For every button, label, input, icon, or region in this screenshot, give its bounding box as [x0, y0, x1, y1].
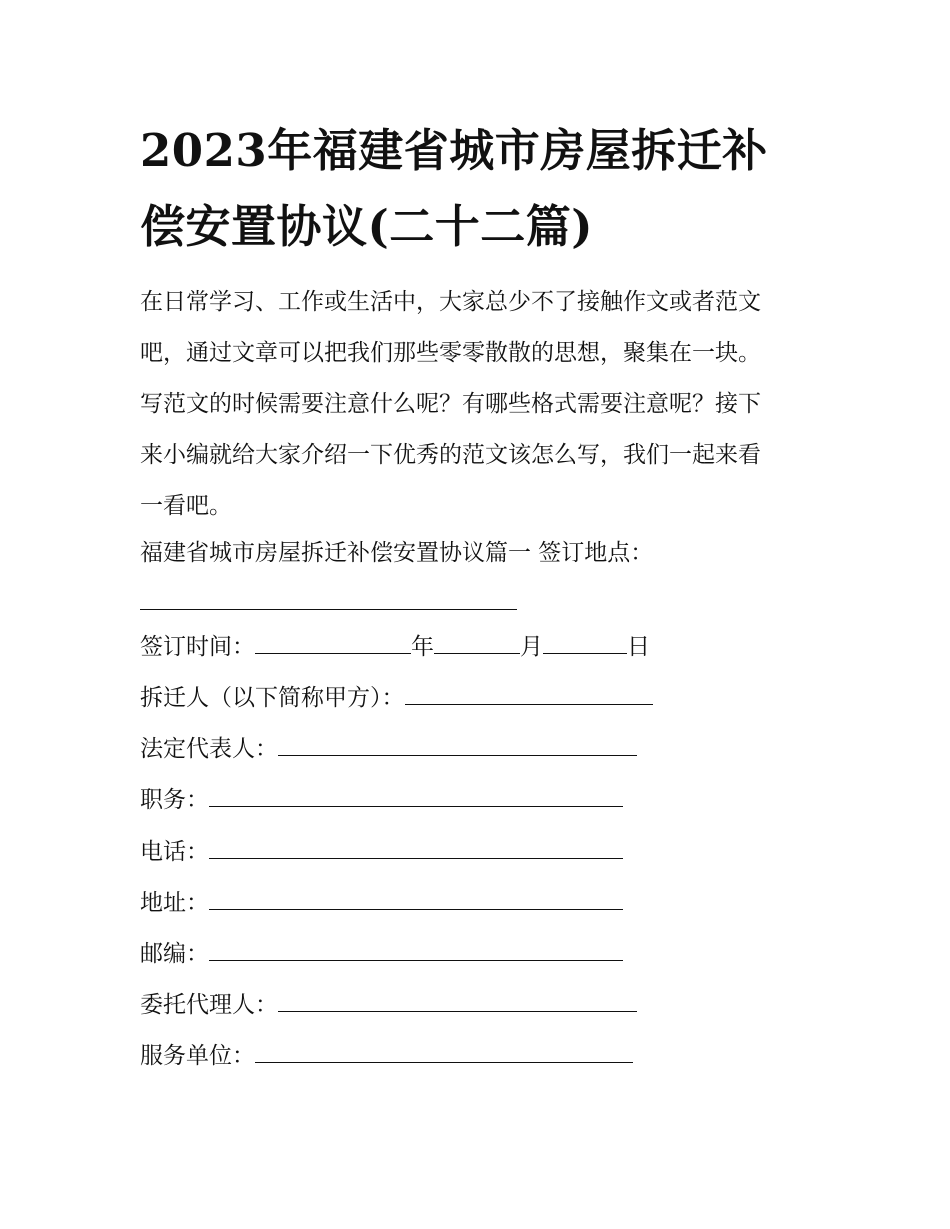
title-line-1: 2023年福建省城市房屋拆迁补: [140, 124, 768, 177]
month-label: 月: [520, 634, 543, 660]
position-row: [140, 785, 623, 815]
title-line-2: 偿安置协议(二十二篇): [140, 200, 594, 253]
position-label: 职务：: [140, 787, 209, 813]
address-blank: [209, 889, 623, 910]
legal-rep-blank: [278, 735, 637, 756]
legal-rep-row: [140, 734, 637, 764]
service-unit-row: [140, 1041, 633, 1071]
relocator-row: [140, 683, 653, 713]
phone-row: [140, 837, 623, 867]
sign-time-label: 签订时间：: [140, 634, 255, 660]
relocator-blank: [405, 684, 653, 705]
sign-day-blank: [543, 633, 627, 654]
intro-paragraph: [140, 277, 820, 532]
agent-blank: [278, 991, 637, 1012]
sign-month-blank: [434, 633, 520, 654]
intro-line-4: 来小编就给大家介绍一下优秀的范文该怎么写，我们一起来看: [140, 442, 761, 468]
phone-label: 电话：: [140, 839, 209, 865]
address-row: [140, 888, 623, 918]
day-label: 日: [627, 634, 650, 660]
agent-label: 委托代理人：: [140, 992, 278, 1018]
postcode-label: 邮编：: [140, 941, 209, 967]
relocator-label: 拆迁人（以下简称甲方）：: [140, 685, 405, 711]
postcode-row: [140, 939, 623, 969]
address-label: 地址：: [140, 890, 209, 916]
intro-line-3: 写范文的时候需要注意什么呢？有哪些格式需要注意呢？接下: [140, 391, 761, 417]
sign-year-blank: [255, 633, 411, 654]
section-heading: 福建省城市房屋拆迁补偿安置协议篇一 签订地点：: [140, 540, 654, 566]
position-blank: [209, 786, 623, 807]
service-unit-blank: [255, 1042, 633, 1063]
year-label: 年: [411, 634, 434, 660]
service-unit-label: 服务单位：: [140, 1043, 255, 1069]
phone-blank: [209, 838, 623, 859]
intro-line-2: 吧，通过文章可以把我们那些零零散散的思想，聚集在一块。: [140, 340, 761, 366]
postcode-blank: [209, 940, 623, 961]
document-title: [140, 113, 830, 265]
sign-location-blank: [140, 589, 517, 610]
sign-time-row: [140, 632, 650, 662]
legal-rep-label: 法定代表人：: [140, 736, 278, 762]
agent-row: [140, 990, 637, 1020]
intro-line-1: 在日常学习、工作或生活中，大家总少不了接触作文或者范文: [140, 289, 761, 315]
intro-line-5: 一看吧。: [140, 493, 232, 519]
